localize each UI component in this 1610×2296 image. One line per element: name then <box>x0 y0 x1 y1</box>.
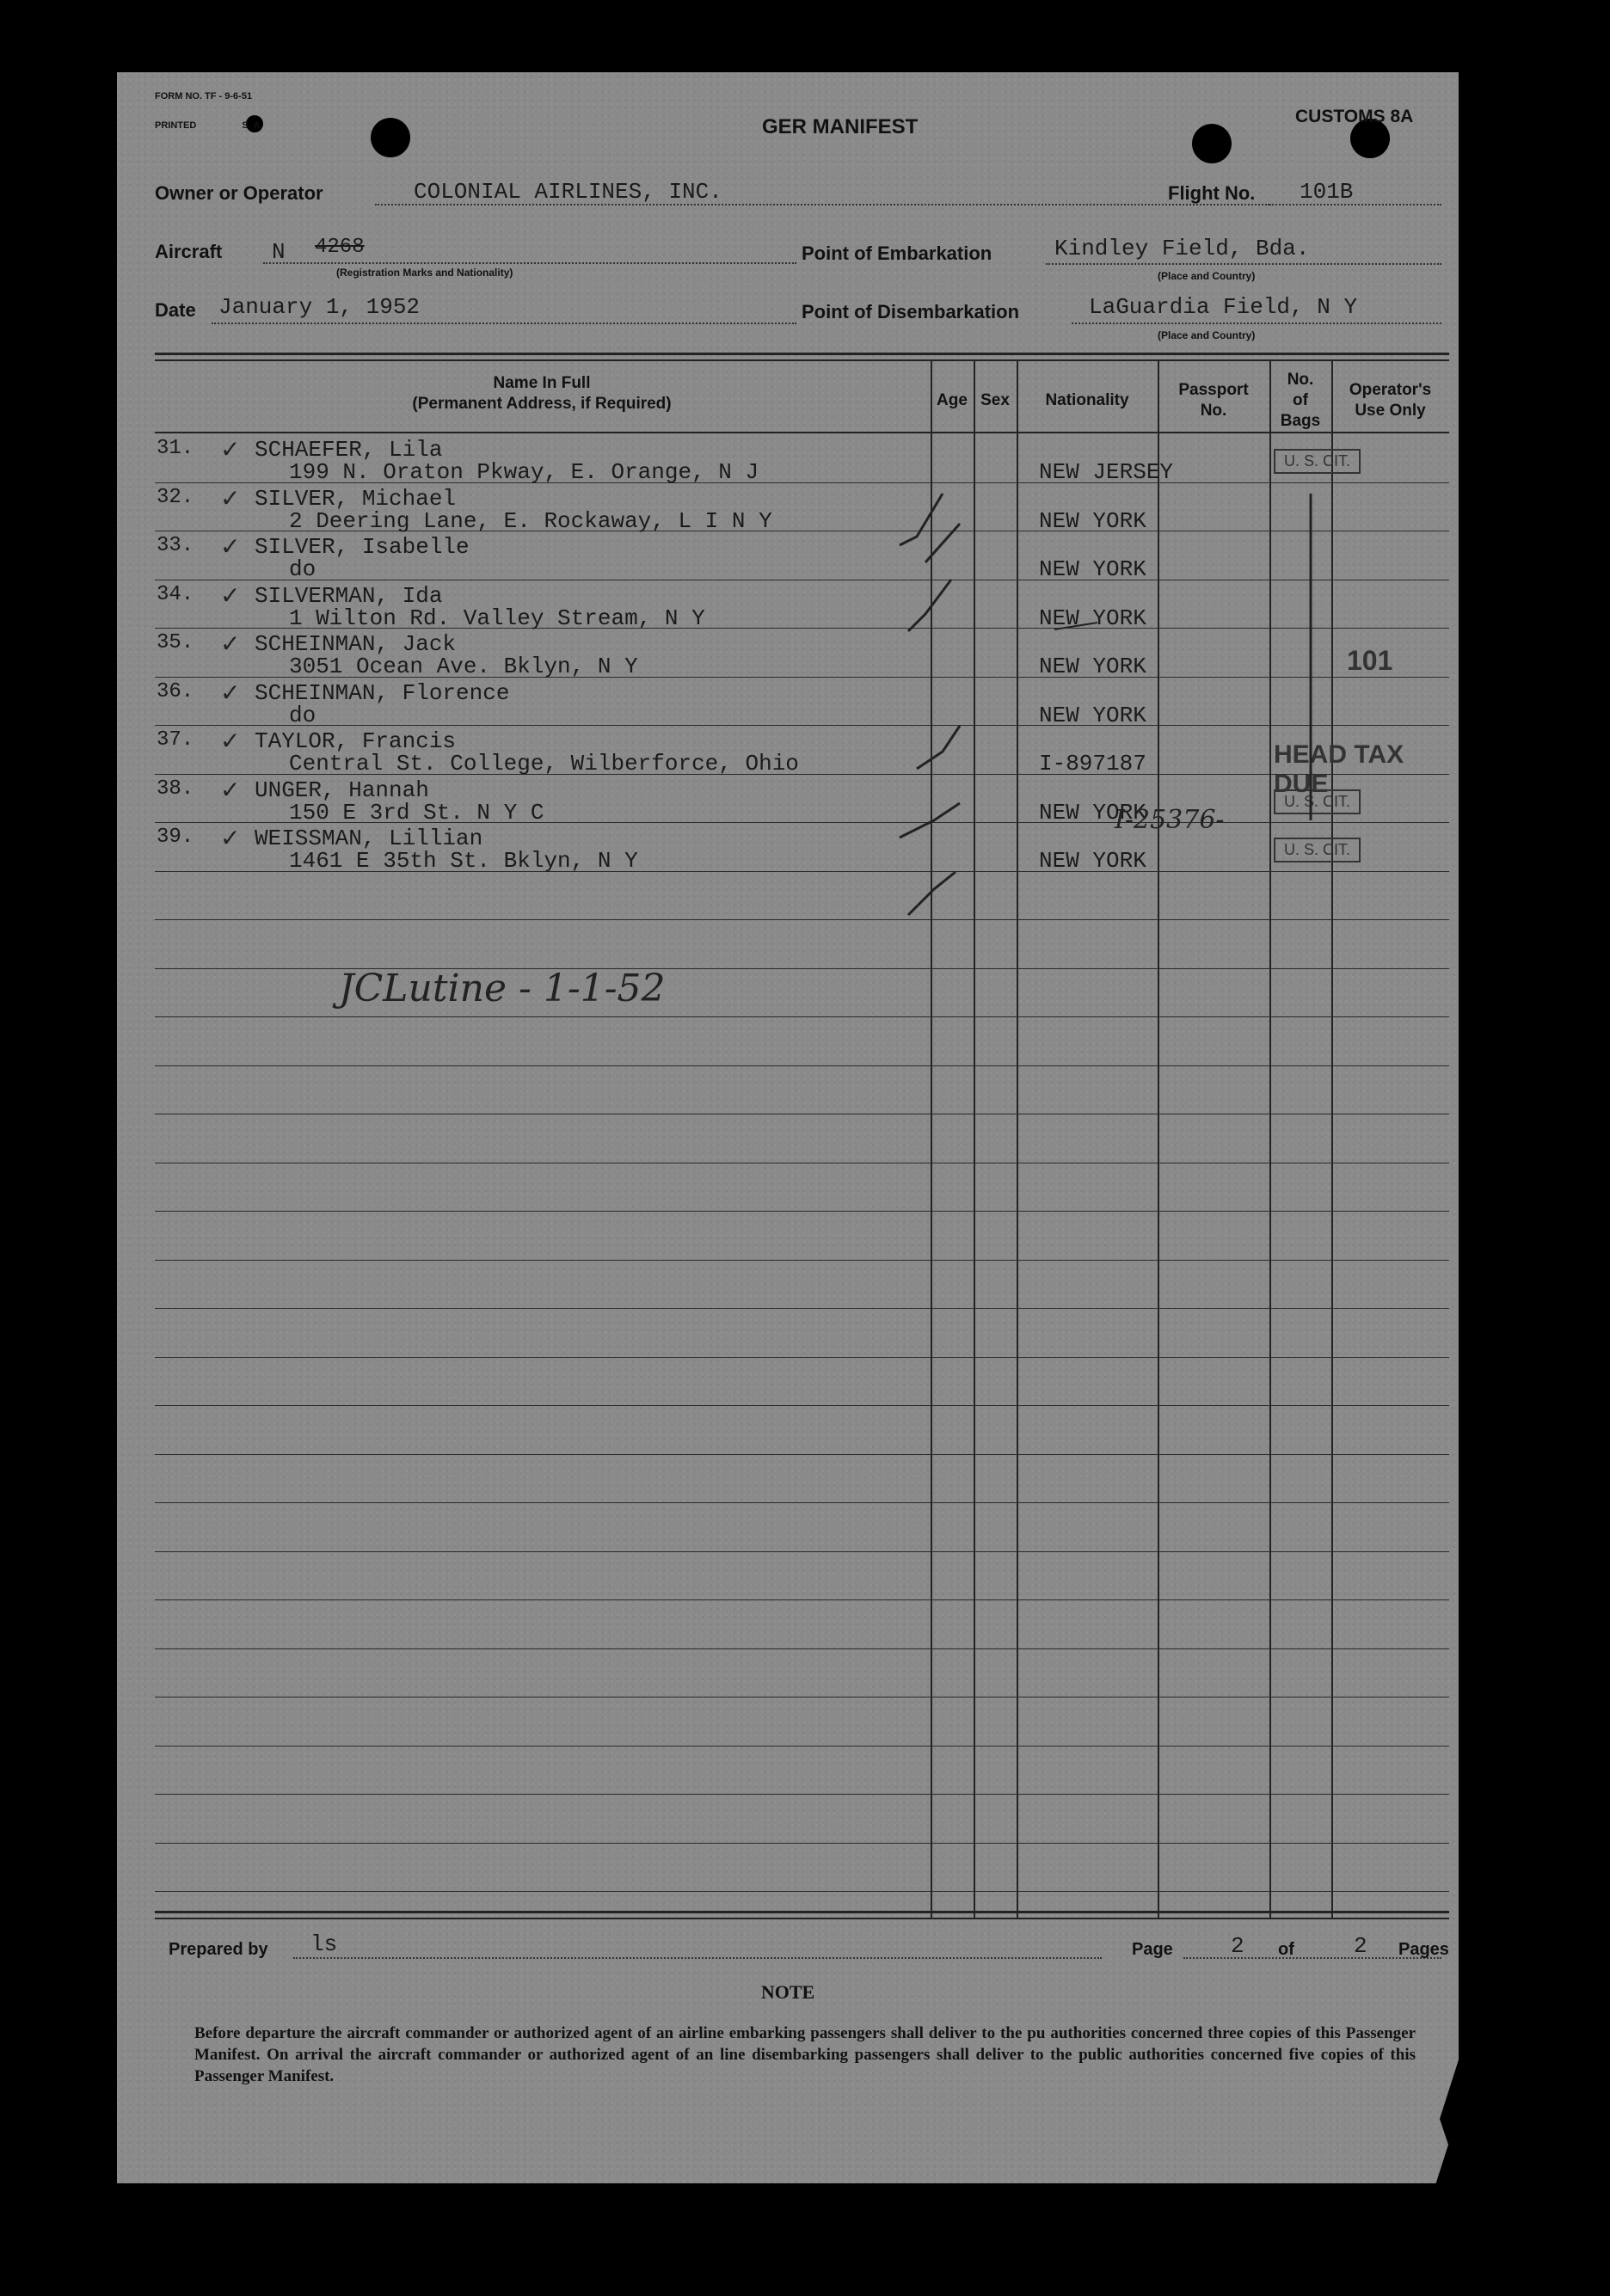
flight-line <box>1269 204 1441 206</box>
passenger-name: SCHEINMAN, Jack <box>255 631 457 657</box>
row-number: 33. <box>157 534 194 557</box>
form-title: GER MANIFEST <box>762 115 919 138</box>
embark-label: Point of Embarkation <box>802 242 992 264</box>
passenger-nationality: NEW YORK <box>1039 848 1146 874</box>
passenger-nationality: NEW YORK <box>1039 605 1146 631</box>
date-label: Date <box>155 299 196 321</box>
passenger-nationality: NEW YORK <box>1039 702 1146 728</box>
passport-handwritten-note: I-25376- <box>1115 805 1225 835</box>
flight-value: 101B <box>1300 179 1354 205</box>
row-number: 39. <box>157 826 194 849</box>
passenger-address: 3051 Ocean Ave. Bklyn, N Y <box>289 654 638 679</box>
check-mark-icon: ✓ <box>220 727 241 755</box>
passenger-name: UNGER, Hannah <box>255 777 429 803</box>
check-mark-icon: ✓ <box>220 483 241 513</box>
form-number: FORM NO. TF - 9-6-51 <box>155 91 253 101</box>
date-value: January 1, 1952 <box>218 294 421 320</box>
customs-label: CUSTOMS 8A <box>1295 107 1414 126</box>
check-mark-icon: ✓ <box>220 435 241 463</box>
of-value: 2 <box>1354 1933 1367 1959</box>
printed-text: PRINTED <box>155 120 197 131</box>
note-body: Before departure the aircraft commander or authorized agent of an airline embarking passengers shall deliver to the pu authorities concerned three copies of this Passenger Manifest. On arrival the aircraft commander or authorized agent of an line disembarking passengers shall deliver to the public authorities concerned five copies of this Passenger Manifest. <box>194 2024 1416 2085</box>
col-name-title: Name In Full <box>493 374 591 392</box>
table-top-rule-2 <box>155 359 1449 361</box>
col-operator-subtitle: Use Only <box>1355 402 1426 420</box>
printed-label <box>155 120 262 131</box>
header-bottom-rule <box>155 432 1449 433</box>
row-rule <box>155 1016 1449 1017</box>
of-label: of <box>1278 1940 1294 1959</box>
row-rule <box>155 1405 1449 1406</box>
operator-stamp: U. S. CIT. <box>1274 789 1361 814</box>
prepared-value: ls <box>310 1931 338 1957</box>
handwritten-check-marks <box>891 442 1115 958</box>
row-number: 37. <box>157 728 194 752</box>
page-label: Page <box>1132 1940 1173 1959</box>
disembark-line <box>1072 322 1441 324</box>
note-title: NOTE <box>760 1981 815 2003</box>
passenger-nationality: NEW JERSEY <box>1039 459 1174 485</box>
row-rule <box>155 1454 1449 1455</box>
row-rule <box>155 1891 1449 1892</box>
owner-value: COLONIAL AIRLINES, INC. <box>414 179 722 205</box>
prepared-line <box>293 1957 1102 1959</box>
pages-label: Pages <box>1398 1940 1449 1959</box>
col-passport-subtitle: No. <box>1200 402 1227 420</box>
aircraft-label: Aircraft <box>155 241 223 262</box>
row-rule <box>155 919 1449 920</box>
operator-stamp: HEAD TAX DUE <box>1274 740 1404 798</box>
embark-value: Kindley Field, Bda. <box>1054 236 1310 261</box>
bags-tally-line <box>1302 494 1319 829</box>
row-number: 34. <box>157 582 194 606</box>
row-rule <box>155 1599 1449 1600</box>
row-rule <box>155 725 1449 726</box>
row-number: 35. <box>157 631 194 654</box>
col-line-passport <box>1158 359 1159 1918</box>
col-operator-header <box>1331 380 1449 421</box>
passenger-nationality: I-897187 <box>1039 751 1146 777</box>
owner-label: Owner or Operator <box>155 182 323 204</box>
date-line <box>212 322 796 324</box>
row-rule <box>155 1746 1449 1747</box>
punch-hole <box>1192 124 1232 163</box>
row-rule <box>155 1065 1449 1066</box>
col-bags-line1: No. <box>1287 371 1314 389</box>
passenger-address: 1 Wilton Rd. Valley Stream, N Y <box>289 605 705 631</box>
col-line-operator <box>1331 359 1333 1918</box>
aircraft-value: 4268 <box>315 236 365 259</box>
passenger-address: 1461 E 35th St. Bklyn, N Y <box>289 848 638 874</box>
col-passport-header <box>1158 380 1269 421</box>
passenger-address: 150 E 3rd St. N Y C <box>289 799 544 826</box>
col-operator-title: Operator's <box>1349 381 1432 399</box>
table-bottom-rule <box>155 1911 1449 1913</box>
col-age-header: Age <box>937 391 968 409</box>
aircraft-line <box>263 262 796 264</box>
col-bags-line3: Bags <box>1280 412 1321 430</box>
printed-suffix: S. A. <box>242 120 263 131</box>
row-rule <box>155 1211 1449 1212</box>
passenger-address: do <box>289 556 316 582</box>
passenger-name: SCHAEFER, Lila <box>255 437 443 463</box>
operator-stamp: U. S. CIT. <box>1274 838 1361 863</box>
manifest-sheet <box>117 72 1459 2183</box>
row-rule <box>155 1260 1449 1261</box>
passenger-name: SCHEINMAN, Florence <box>255 679 510 706</box>
row-rule <box>155 1502 1449 1503</box>
check-mark-icon: ✓ <box>220 775 241 804</box>
row-rule <box>155 1357 1449 1358</box>
table-top-rule <box>155 353 1449 355</box>
row-number: 32. <box>157 485 194 509</box>
check-mark-icon: ✓ <box>220 629 241 658</box>
col-bags-header <box>1269 370 1331 432</box>
torn-corner <box>1433 2033 1467 2188</box>
prepared-label: Prepared by <box>169 1940 268 1959</box>
operator-stamp: U. S. CIT. <box>1274 449 1361 474</box>
passenger-name: TAYLOR, Francis <box>255 728 457 754</box>
disembark-caption: (Place and Country) <box>1158 329 1256 341</box>
col-name-subtitle: (Permanent Address, if Required) <box>412 395 672 413</box>
operator-stamp: 101 <box>1347 645 1393 676</box>
passenger-name: SILVER, Michael <box>255 485 457 512</box>
aircraft-prefix: N <box>272 239 286 265</box>
table-bottom-rule-2 <box>155 1918 1449 1919</box>
embark-line <box>1046 263 1441 265</box>
row-rule <box>155 1308 1449 1309</box>
row-number: 36. <box>157 679 194 703</box>
signature: JCLutine - 1-1-52 <box>339 967 666 1010</box>
col-bags-line2: of <box>1293 391 1308 409</box>
passenger-nationality: NEW YORK <box>1039 654 1146 679</box>
passenger-nationality: NEW YORK <box>1039 507 1146 534</box>
row-rule <box>155 1843 1449 1844</box>
passenger-address: 2 Deering Lane, E. Rockaway, L I N Y <box>289 507 772 534</box>
passenger-address: Central St. College, Wilberforce, Ohio <box>289 751 799 777</box>
row-rule <box>155 1551 1449 1552</box>
passenger-address: do <box>289 702 316 728</box>
col-passport-title: Passport <box>1178 381 1249 399</box>
col-nationality-header: Nationality <box>1045 391 1129 409</box>
col-line-bags <box>1269 359 1271 1918</box>
page-value: 2 <box>1231 1933 1244 1959</box>
check-mark-icon: ✓ <box>220 824 241 852</box>
col-sex-header: Sex <box>980 391 1010 409</box>
passenger-address: 199 N. Oraton Pkway, E. Orange, N J <box>289 459 759 485</box>
passenger-nationality: NEW YORK <box>1039 556 1146 582</box>
check-mark-icon: ✓ <box>220 678 241 707</box>
passenger-name: SILVER, Isabelle <box>255 534 470 560</box>
disembark-label: Point of Disembarkation <box>802 301 1020 322</box>
punch-hole <box>371 118 410 157</box>
embark-caption: (Place and Country) <box>1158 270 1256 282</box>
passenger-name: WEISSMAN, Lillian <box>255 826 483 851</box>
passenger-nationality: NEW YORK <box>1039 799 1146 826</box>
flight-label: Flight No. <box>1168 182 1256 204</box>
col-name-header <box>155 373 929 414</box>
row-number: 38. <box>157 777 194 801</box>
row-rule <box>155 1648 1449 1649</box>
check-mark-icon: ✓ <box>220 580 241 610</box>
aircraft-caption: (Registration Marks and Nationality) <box>336 267 513 279</box>
check-mark-icon: ✓ <box>220 532 241 561</box>
row-number: 31. <box>157 437 194 460</box>
row-rule <box>155 1794 1449 1795</box>
disembark-value: LaGuardia Field, N Y <box>1089 294 1358 320</box>
passenger-name: SILVERMAN, Ida <box>255 582 443 609</box>
